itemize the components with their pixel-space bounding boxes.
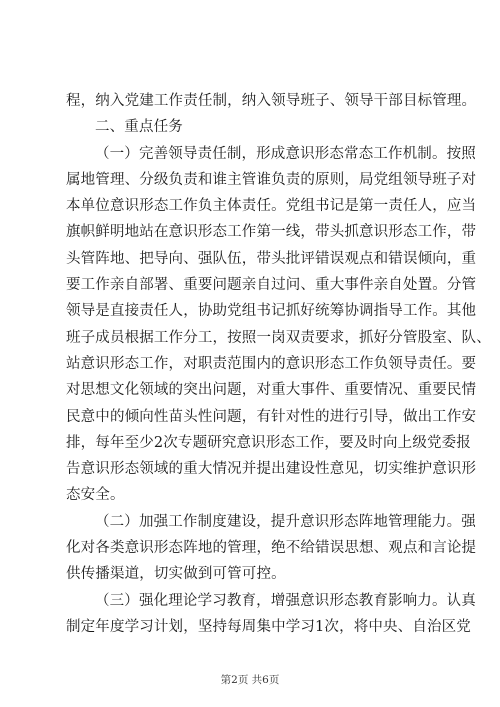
text-line: 要工作亲自部署、重要问题亲自过问、重大事件亲自处置。分管	[66, 277, 477, 294]
page-footer: 第2页 共6页	[220, 674, 280, 686]
text-line: 程，纳入党建工作责任制，纳入领导班子、领导干部目标管理。	[66, 93, 477, 109]
text-line: 领导是直接责任人，协助党组书记抓好统筹协调指导工作。其他	[66, 303, 477, 320]
text-line: 头管阵地、把导向、强队伍，带头批评错误观点和错误倾向，重	[66, 250, 477, 267]
paragraph-start: （二）加强工作制度建设，提升意识形态阵地管理能力。强	[95, 513, 476, 530]
text-line: 站意识形态工作，对职责范围内的意识形态工作负领导责任。要	[66, 355, 477, 372]
text-line: 本单位意识形态工作负主体责任。党组书记是第一责任人，应当	[66, 198, 477, 215]
text-line: 供传播渠道，切实做到可管可控。	[66, 566, 286, 583]
text-line: 排，每年至少2次专题研究意识形态工作，要及时向上级党委报	[66, 434, 471, 451]
text-line: 化对各类意识形态阵地的管理，绝不给错误思想、观点和言论提	[66, 540, 477, 557]
text-line: 属地管理、分级负责和谁主管谁负责的原则，局党组领导班子对	[66, 171, 477, 188]
paragraph-start: （三）强化理论学习教育，增强意识形态教育影响力。认真	[95, 592, 476, 609]
paragraph-start: （一）完善领导责任制，形成意识形态常态工作机制。按照	[95, 145, 476, 162]
text-line: 民意中的倾向性苗头性问题，有针对性的进行引导，做出工作安	[66, 408, 477, 425]
section-heading: 二、重点任务	[95, 119, 183, 136]
text-line: 班子成员根据工作分工，按照一岗双责要求，抓好分管股室、队、	[66, 329, 491, 346]
text-line: 告意识形态领域的重大情况并提出建设性意见，切实维护意识形	[66, 461, 477, 478]
text-line: 态安全。	[66, 487, 125, 504]
text-line: 制定年度学习计划，坚持每周集中学习1次，将中央、自治区党	[66, 618, 471, 635]
document-body	[66, 88, 491, 640]
text-line: 对思想文化领域的突出问题，对重大事件、重要情况、重要民情	[66, 382, 477, 399]
text-line: 旗帜鲜明地站在意识形态工作第一线，带头抓意识形态工作，带	[66, 224, 477, 241]
